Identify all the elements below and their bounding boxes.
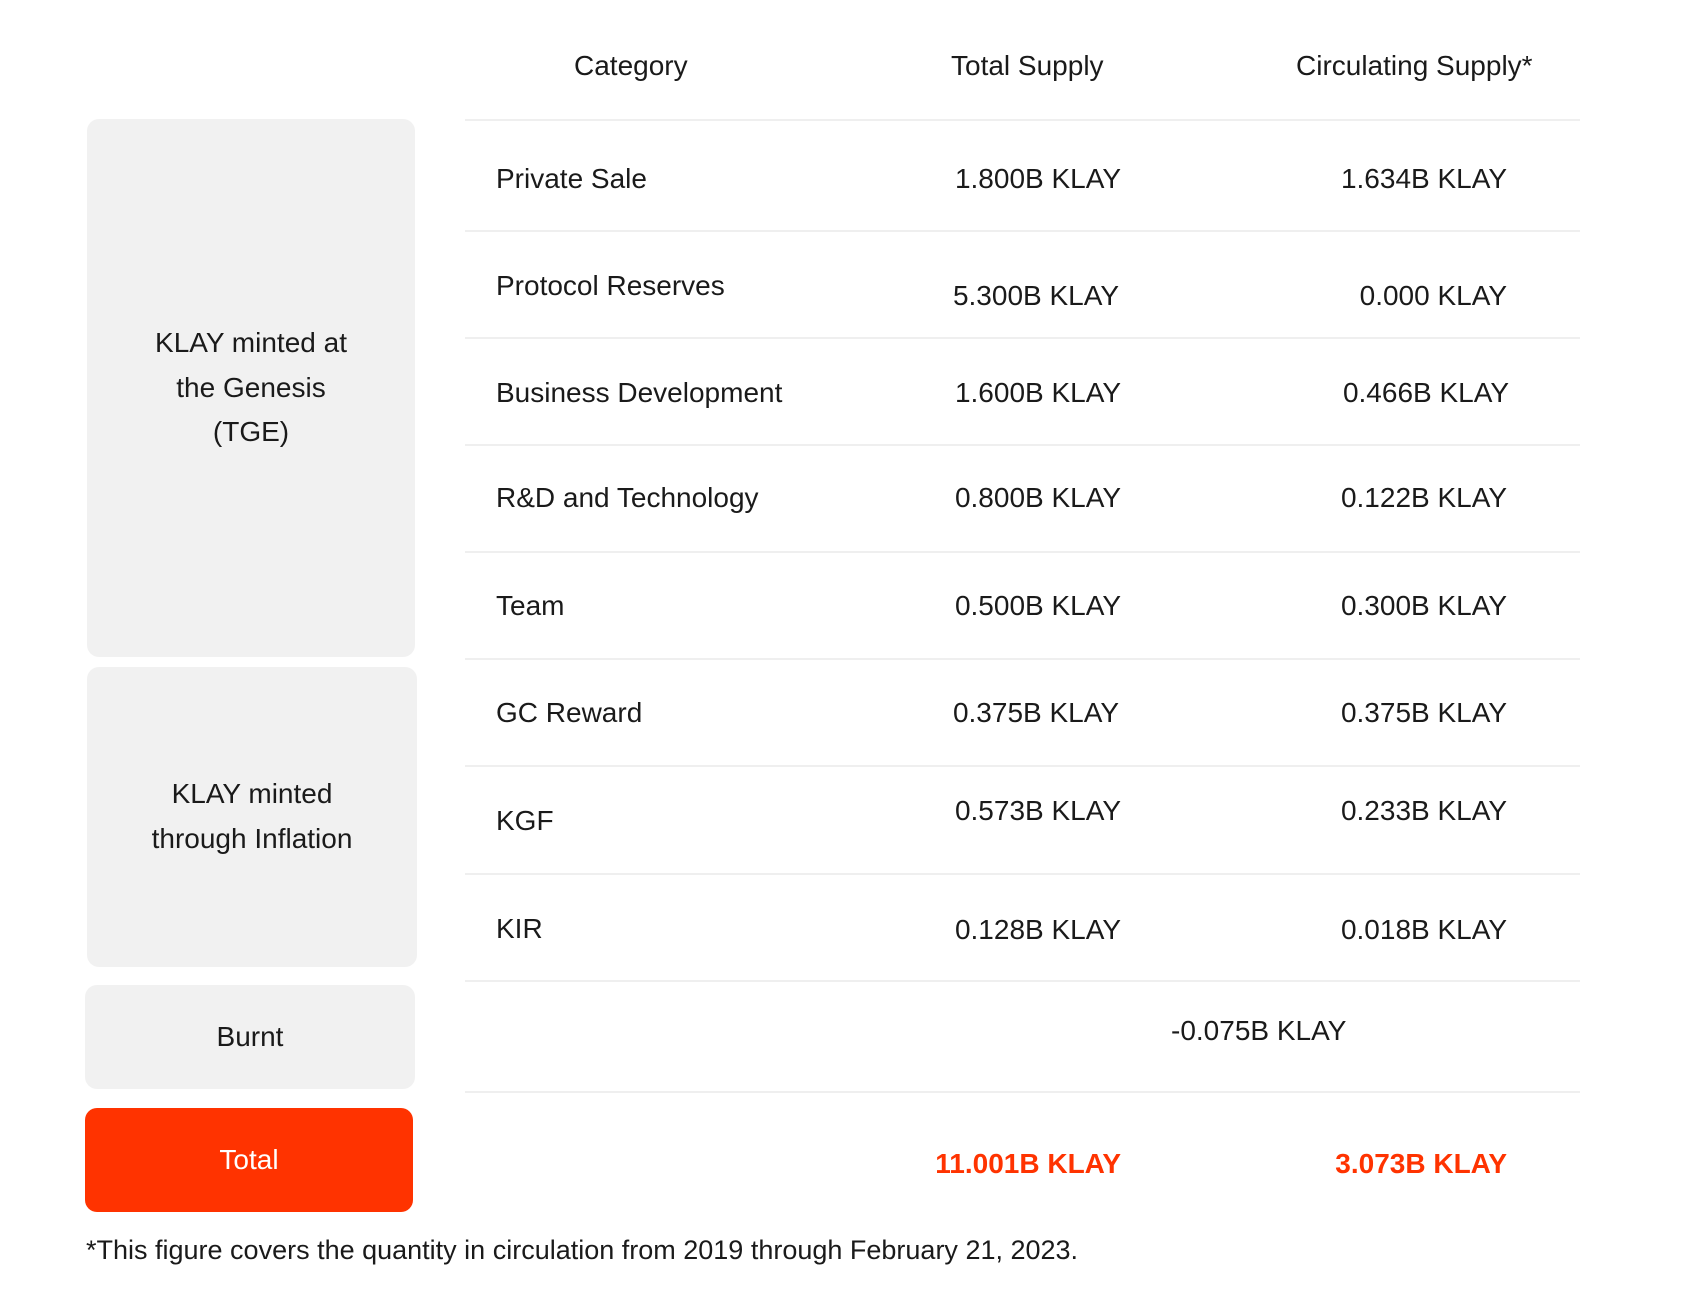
row-category: Business Development <box>496 377 783 408</box>
row-total-supply: 0.128B KLAY <box>954 914 1121 945</box>
row-circulating-supply: 0.300B KLAY <box>1340 590 1507 621</box>
row-separator <box>465 337 1580 339</box>
row-category: Team <box>496 590 565 621</box>
row-separator <box>465 873 1580 875</box>
row-separator <box>465 444 1580 446</box>
row-separator <box>465 980 1580 982</box>
header-total-supply: Total Supply <box>951 50 1104 81</box>
row-circulating-supply: 0.375B KLAY <box>1340 697 1507 728</box>
row-total-supply: 0.375B KLAY <box>952 697 1119 728</box>
row-separator <box>465 119 1580 121</box>
circulating-supply-sum: 3.073B KLAY <box>1335 1148 1507 1179</box>
group-burnt-label: Burnt <box>216 1020 284 1052</box>
row-category: KGF <box>496 805 554 836</box>
row-circulating-supply: 1.634B KLAY <box>1340 163 1507 194</box>
row-total-supply: 1.600B KLAY <box>954 377 1121 408</box>
row-category: Protocol Reserves <box>496 270 725 301</box>
group-burnt <box>85 985 415 1089</box>
row-separator <box>465 230 1580 232</box>
group-inflation <box>87 667 417 967</box>
footnote: *This figure covers the quantity in circulation from 2019 through February 21, 2023. <box>86 1235 1079 1265</box>
row-circulating-supply: 0.233B KLAY <box>1340 795 1507 826</box>
row-separator <box>465 551 1580 553</box>
row-category: R&D and Technology <box>496 482 759 513</box>
burnt-value: -0.075B KLAY <box>1171 1015 1347 1046</box>
group-genesis <box>87 119 415 657</box>
row-total-supply: 0.800B KLAY <box>954 482 1121 513</box>
row-category: Private Sale <box>496 163 647 194</box>
row-circulating-supply: 0.122B KLAY <box>1340 482 1507 513</box>
row-circulating-supply: 0.000 KLAY <box>1359 280 1507 311</box>
group-total-label: Total <box>219 1143 279 1175</box>
group-genesis-label: KLAY minted at the Genesis (TGE) <box>155 326 347 448</box>
row-separator <box>465 765 1580 767</box>
row-separator <box>465 1091 1580 1093</box>
row-circulating-supply: 0.466B KLAY <box>1342 377 1509 408</box>
group-total <box>85 1108 413 1212</box>
group-inflation-label: KLAY minted through Inflation <box>151 778 353 854</box>
row-total-supply: 0.573B KLAY <box>954 795 1121 826</box>
total-supply-sum: 11.001B KLAY <box>935 1148 1121 1179</box>
row-total-supply: 5.300B KLAY <box>952 280 1119 311</box>
header-category: Category <box>574 50 688 81</box>
row-total-supply: 1.800B KLAY <box>954 163 1121 194</box>
row-category: GC Reward <box>496 697 643 728</box>
row-separator <box>465 658 1580 660</box>
row-circulating-supply: 0.018B KLAY <box>1340 914 1507 945</box>
header-circulating-supply: Circulating Supply* <box>1296 50 1533 81</box>
row-category: KIR <box>496 913 543 944</box>
row-total-supply: 0.500B KLAY <box>954 590 1121 621</box>
